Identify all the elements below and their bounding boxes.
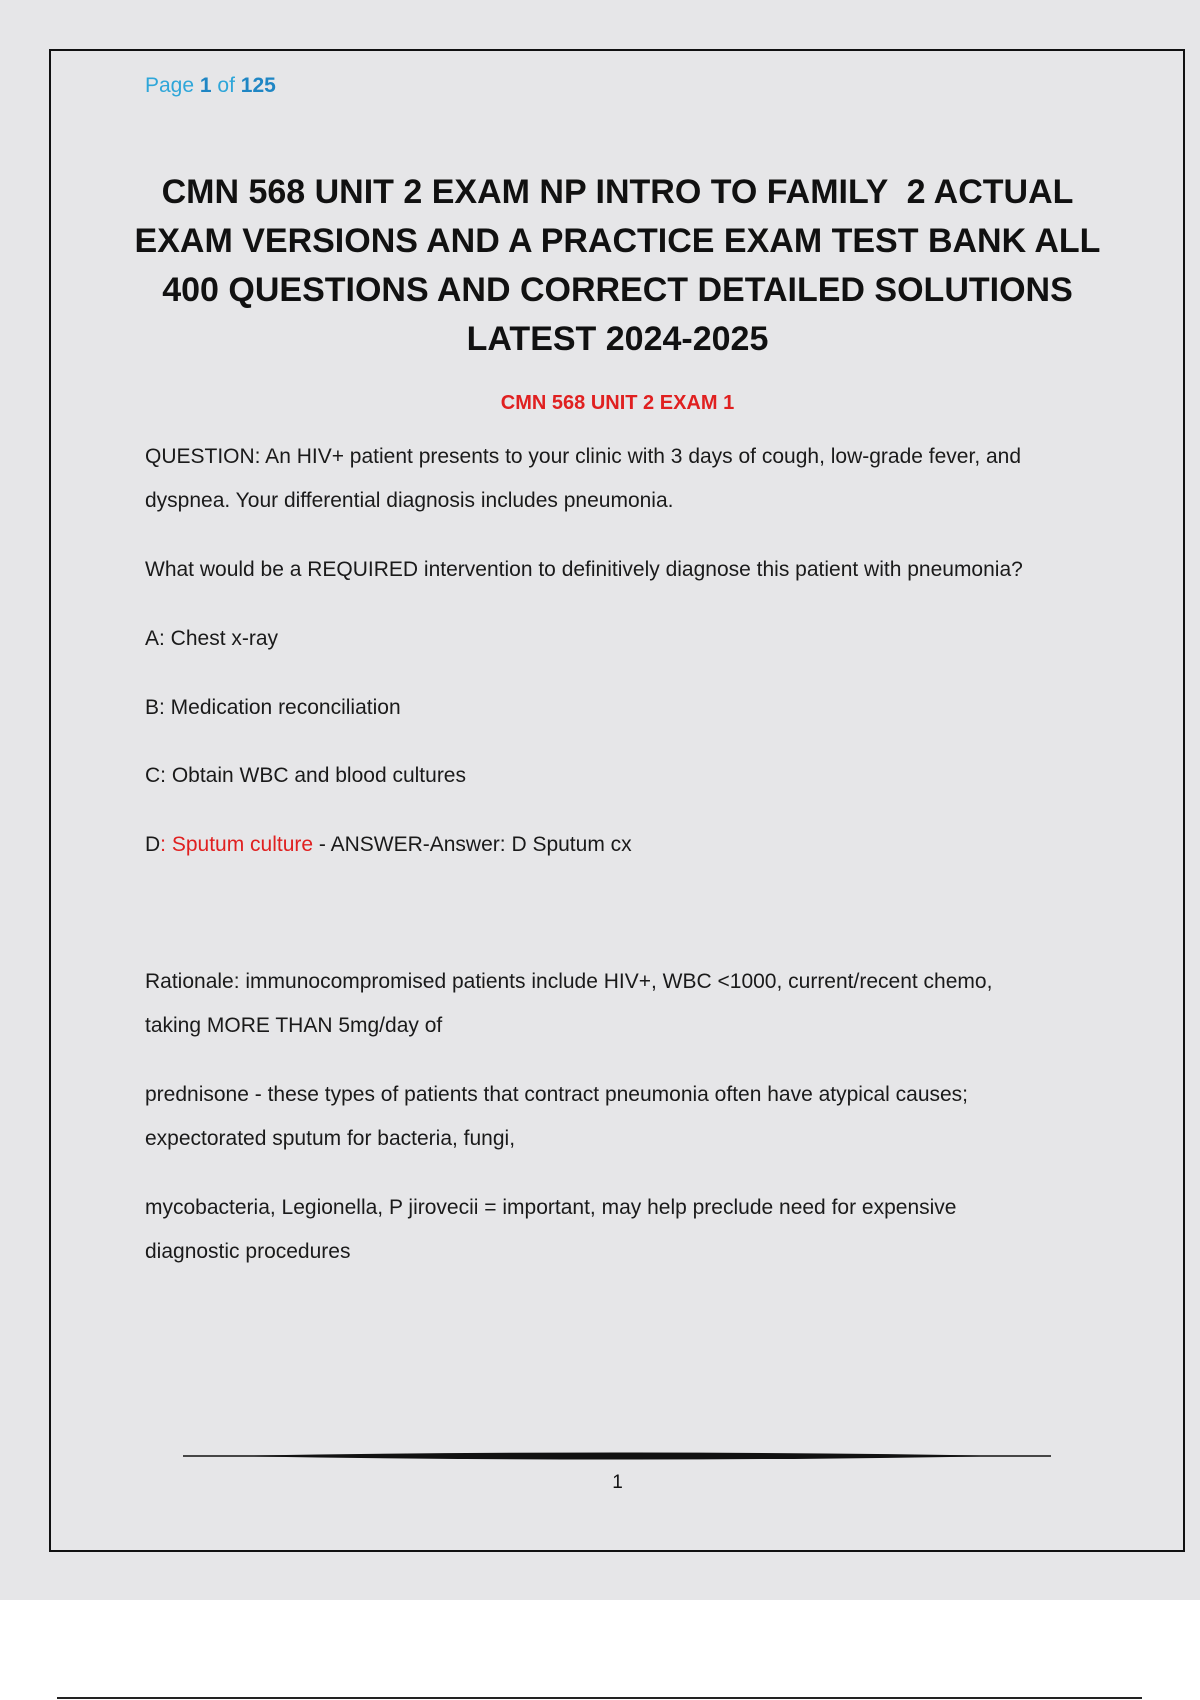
next-page-top-rule bbox=[57, 1697, 1142, 1699]
option-d-answer: - ANSWER-Answer: D Sputum cx bbox=[313, 833, 632, 856]
rationale-line: taking MORE THAN 5mg/day of bbox=[145, 1014, 443, 1037]
exam-section-label: CMN 568 UNIT 2 EXAM 1 bbox=[500, 392, 735, 414]
option-d-highlight: : Sputum culture bbox=[160, 833, 314, 856]
answer-option-d bbox=[145, 833, 632, 857]
title-line: CMN 568 UNIT 2 EXAM NP INTRO TO FAMILY 2 ACTUAL bbox=[161, 173, 1074, 211]
question-text-line: dyspnea. Your differential diagnosis includes pneumonia. bbox=[145, 489, 674, 512]
page-counter-prefix: Page bbox=[145, 74, 195, 97]
page-counter-of: of bbox=[217, 74, 235, 97]
rationale-line: prednisone - these types of patients that contract pneumonia often have atypical causes; bbox=[145, 1083, 969, 1106]
answer-option-a: A: Chest x-ray bbox=[145, 627, 279, 650]
question-prompt: What would be a REQUIRED intervention to definitively diagnose this patient with pneumonia? bbox=[145, 558, 1023, 581]
option-d-prefix: D bbox=[145, 833, 161, 856]
rationale-line: diagnostic procedures bbox=[145, 1240, 351, 1263]
title-line: LATEST 2024-2025 bbox=[466, 320, 769, 358]
page-counter bbox=[145, 74, 276, 98]
page-counter-current: 1 bbox=[199, 74, 212, 97]
rationale-line: Rationale: immunocompromised patients include HIV+, WBC <1000, current/recent chemo, bbox=[145, 970, 993, 993]
page-counter-total: 125 bbox=[240, 74, 276, 97]
page-number: 1 bbox=[612, 1472, 623, 1493]
title-line: 400 QUESTIONS AND CORRECT DETAILED SOLUTIONS bbox=[162, 271, 1073, 309]
answer-option-c: C: Obtain WBC and blood cultures bbox=[145, 764, 466, 787]
rationale-line: expectorated sputum for bacteria, fungi, bbox=[145, 1127, 516, 1150]
document-title bbox=[130, 168, 1105, 364]
rationale-line: mycobacteria, Legionella, P jirovecii = important, may help preclude need for expensive bbox=[145, 1196, 957, 1219]
answer-option-b: B: Medication reconciliation bbox=[145, 696, 401, 719]
question-text-line: QUESTION: An HIV+ patient presents to your clinic with 3 days of cough, low-grade fever, and bbox=[145, 445, 1022, 468]
title-line: EXAM VERSIONS AND A PRACTICE EXAM TEST BANK ALL bbox=[134, 222, 1101, 260]
footer-divider bbox=[183, 1450, 1051, 1462]
